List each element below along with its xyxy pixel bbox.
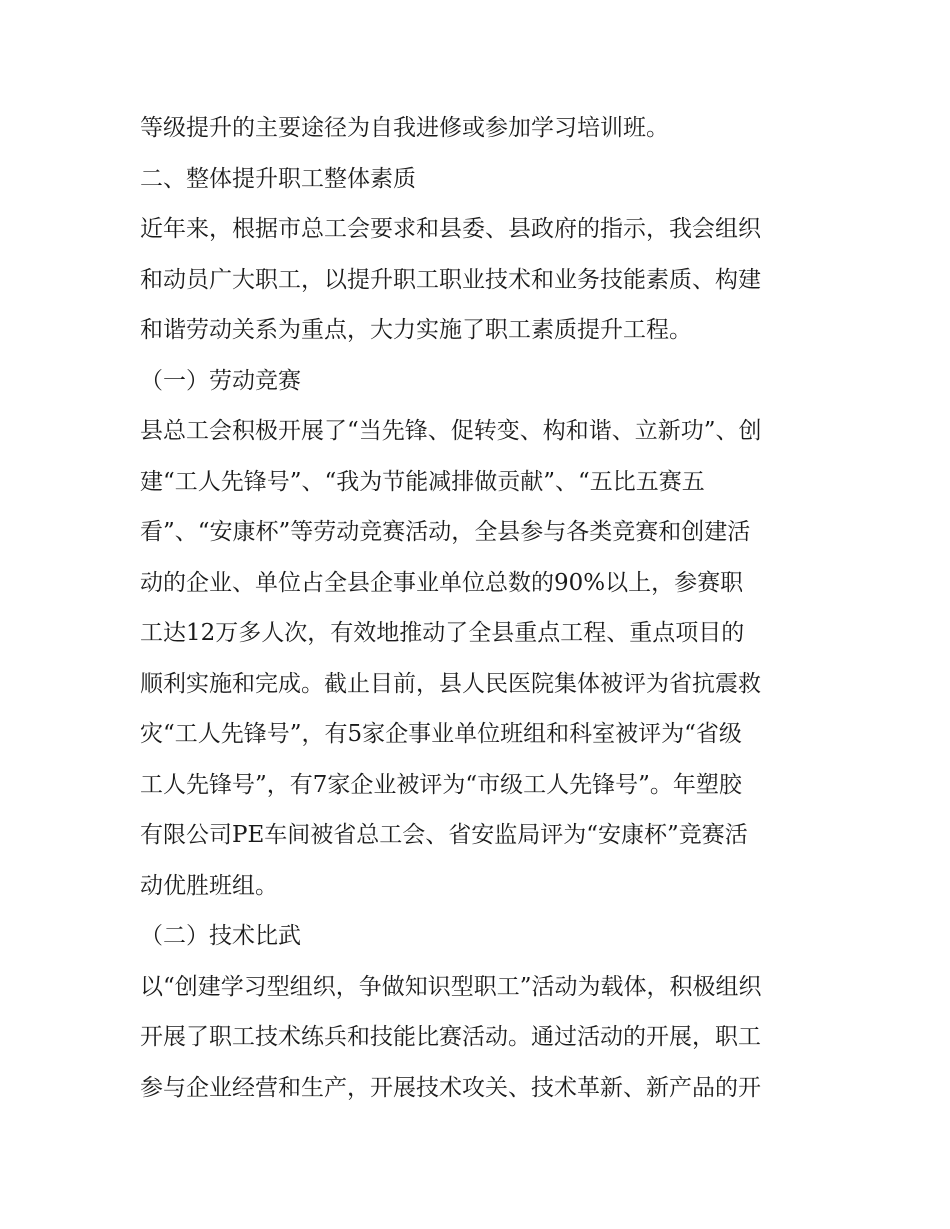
text-line: 工达12万多人次，有效地推动了全县重点工程、重点项目的 (140, 620, 745, 646)
text-line: 工人先锋号”，有7家企业被评为“市级工人先锋号”。年塑胶 (140, 772, 742, 798)
text-line: 参与企业经营和生产，开展技术攻关、技术革新、新产品的开 (140, 1075, 761, 1101)
text-line: 和谐劳动关系为重点，大力实施了职工素质提升工程。 (140, 317, 692, 343)
text-line: 近年来，根据市总工会要求和县委、县政府的指示，我会组织 (140, 216, 761, 242)
text-line: 以“创建学习型组织，争做知识型职工”活动为载体，积极组织 (140, 974, 762, 1000)
text-line: 看”、“安康杯”等劳动竞赛活动，全县参与各类竞赛和创建活 (140, 519, 751, 545)
text-line: 顺利实施和完成。截止目前，县人民医院集体被评为省抗震救 (140, 671, 761, 697)
subsection-heading: （二）技术比武 (140, 923, 301, 949)
section-heading: 二、整体提升职工整体素质 (140, 166, 416, 192)
text-line: 县总工会积极开展了“当先锋、促转变、构和谐、立新功”、创 (140, 418, 762, 444)
text-line: 等级提升的主要途径为自我进修或参加学习培训班。 (140, 115, 669, 141)
text-line: 动的企业、单位占全县企事业单位总数的90%以上，参赛职 (140, 570, 744, 596)
text-line: 开展了职工技术练兵和技能比赛活动。通过活动的开展，职工 (140, 1024, 761, 1050)
subsection-heading: （一）劳动竞赛 (140, 368, 301, 394)
text-line: 灾“工人先锋号”，有5家企事业单位班组和科室被评为“省级 (140, 721, 742, 747)
text-line: 和动员广大职工，以提升职工职业技术和业务技能素质、构建 (140, 267, 761, 293)
text-line: 动优胜班组。 (140, 873, 278, 899)
text-line: 有限公司PE车间被省总工会、省安监局评为“安康杯”竞赛活 (140, 822, 748, 848)
text-line: 建“工人先锋号”、“我为节能减排做贡献”、“五比五赛五 (140, 469, 705, 495)
